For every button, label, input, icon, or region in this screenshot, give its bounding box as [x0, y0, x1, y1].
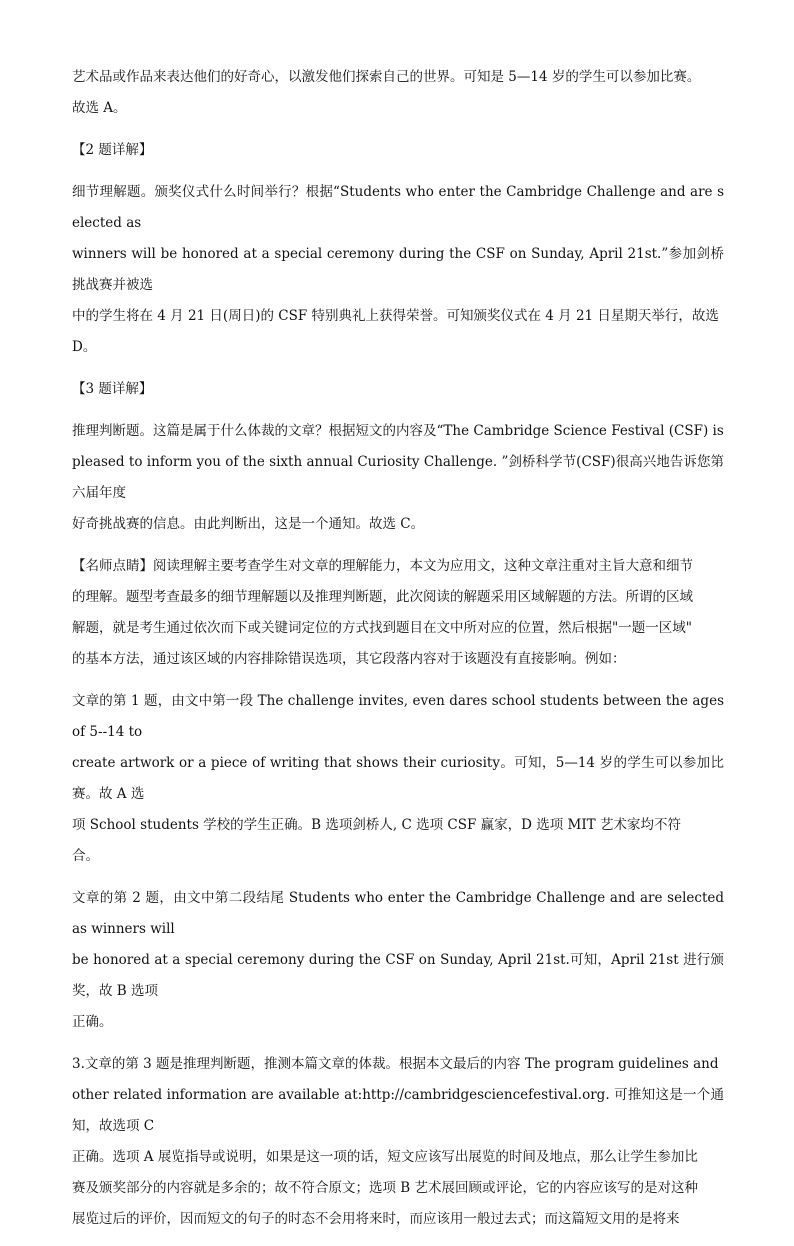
paragraph-q1-conclusion: [72, 62, 724, 124]
text-line: 项 School students 学校的学生正确。B 选项剑桥人, C 选项 CSF 赢家，D 选项 MIT 艺术家均不符: [72, 817, 681, 833]
document-page: [72, 62, 724, 1246]
text-line: pleased to inform you of the sixth annual Curiosity Challenge. ”剑桥科学节(CSF)很高兴地告诉您第六届年度: [72, 454, 724, 501]
paragraph-q3-explanation: [72, 416, 724, 540]
text-line: 赛及颁奖部分的内容就是多余的；故不符合原文；选项 B 艺术展回顾或评论，它的内容应该写的是对这种: [72, 1180, 699, 1196]
text-line: 展览过后的评价，因而短文的句子的时态不会用将来时，而应该用一般过去式；而这篇短文用的是将来: [72, 1211, 680, 1227]
text-line: 故选 A。: [72, 100, 127, 116]
text-line: 【3 题详解】: [72, 381, 153, 397]
text-line: be honored at a special ceremony during the CSF on Sunday, April 21st.可知，April 21st 进行颁奖，故 B 选项: [72, 952, 724, 999]
text-line: create artwork or a piece of writing that shows their curiosity。可知，5—14 岁的学生可以参加比赛。故 A 选: [72, 755, 724, 802]
text-line: 艺术品或作品来表达他们的好奇心，以激发他们探索自己的世界。可知是 5—14 岁的学生可以参加比赛。: [72, 69, 701, 85]
paragraph-teacher-tips: [72, 551, 724, 675]
paragraph-example-q1: [72, 686, 724, 872]
text-line: D。: [72, 339, 97, 355]
text-line: other related information are available at:http://cambridgesciencefestival.org. 可推知这是一个通知，故选项 C: [72, 1087, 724, 1134]
text-line: 合。: [72, 848, 99, 864]
text-line: 【2 题详解】: [72, 142, 153, 158]
text-line: 推理判断题。这篇是属于什么体裁的文章？根据短文的内容及“The Cambridge Science Festival (CSF) is: [72, 423, 724, 439]
text-line: 【名师点睛】阅读理解主要考查学生对文章的理解能力，本文为应用文，这种文章注重对主旨大意和细节: [72, 558, 693, 574]
text-line: 的基本方法，通过该区域的内容排除错误选项，其它段落内容对于该题没有直接影响。例如：: [72, 651, 626, 667]
paragraph-example-q3: [72, 1049, 724, 1235]
text-line: 3.文章的第 3 题是推理判断题，推测本篇文章的体裁。根据本文最后的内容 The program guidelines and: [72, 1056, 719, 1072]
text-line: 正确。: [72, 1014, 113, 1030]
text-line: winners will be honored at a special ceremony during the CSF on Sunday, April 21st.”参加剑桥挑战赛并被选: [72, 246, 724, 293]
paragraph-q2-explanation: [72, 177, 724, 363]
text-line: 中的学生将在 4 月 21 日(周日)的 CSF 特别典礼上获得荣誉。可知颁奖仪式在 4 月 21 日星期天举行，故选: [72, 308, 719, 324]
paragraph-example-q2: [72, 883, 724, 1038]
text-line: 解题，就是考生通过依次而下或关键词定位的方式找到题目在文中所对应的位置，然后根据"一题一区域": [72, 620, 692, 636]
text-line: 正确。选项 A 展览指导或说明，如果是这一项的话，短文应该写出展览的时间及地点，那么让学生参加比: [72, 1149, 698, 1165]
text-line: 的理解。题型考查最多的细节理解题以及推理判断题，此次阅读的解题采用区域解题的方法。所谓的区域: [72, 589, 693, 605]
text-line: 细节理解题。颁奖仪式什么时间举行？根据“Students who enter the Cambridge Challenge and are selected as: [72, 184, 724, 231]
section-heading-q3: [72, 374, 724, 405]
text-line: 文章的第 2 题，由文中第二段结尾 Students who enter the Cambridge Challenge and are selected as winners will: [72, 890, 724, 937]
section-heading-q2: [72, 135, 724, 166]
text-line: 文章的第 1 题，由文中第一段 The challenge invites, even dares school students between the ages of 5--14 to: [72, 693, 724, 740]
text-line: 好奇挑战赛的信息。由此判断出，这是一个通知。故选 C。: [72, 516, 425, 532]
